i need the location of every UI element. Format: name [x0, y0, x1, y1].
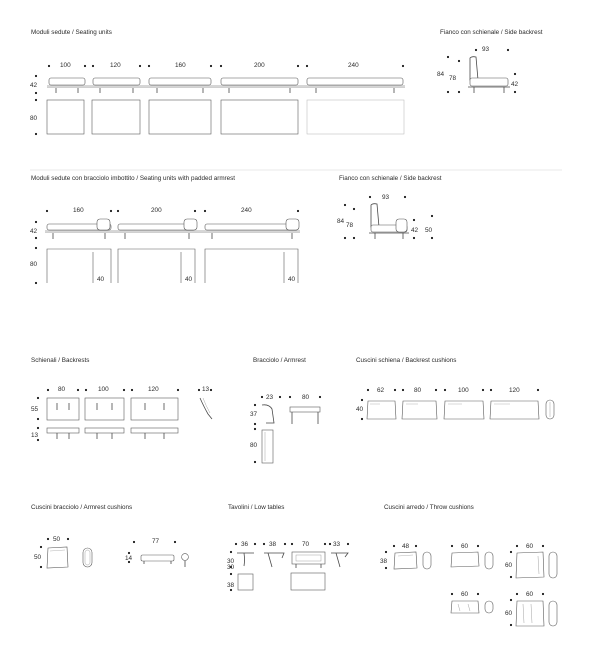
- dim-50-b: 50: [425, 227, 433, 234]
- seating-units-section: [30, 29, 405, 135]
- low-tables-section: [227, 504, 349, 591]
- section-title-side-backrest-1: Fianco con schienale / Side backrest: [440, 29, 543, 36]
- dim-33: 33: [333, 541, 341, 548]
- dim-38-plan: 38: [227, 582, 235, 589]
- dim-80-arm: 80: [302, 394, 310, 401]
- dim-42: 42: [30, 82, 38, 89]
- dim-120-bcush: 120: [509, 387, 520, 394]
- dim-120: 120: [110, 62, 121, 69]
- section-title-armrest-cushions: Cuscini bracciolo / Armrest cushions: [31, 504, 133, 511]
- section-title-side-backrest-2: Fianco con schienale / Side backrest: [339, 175, 442, 182]
- padded-plan-view: [47, 249, 298, 283]
- backrests-drawing: [47, 398, 212, 439]
- dim-13-back: 13: [31, 432, 39, 439]
- dim-120-back: 120: [148, 386, 159, 393]
- throw-cushions-section: [380, 504, 557, 626]
- dim-80-padded-depth: 80: [30, 261, 38, 268]
- seating-padded-section: [30, 175, 300, 284]
- dim-100-back: 100: [98, 386, 109, 393]
- dim-60-throw-h1: 60: [505, 562, 513, 569]
- dim-100-bcush: 100: [458, 387, 469, 394]
- side-backrest-section-1: [437, 29, 543, 93]
- backrest-cushions-section: [356, 357, 554, 420]
- dim-62: 62: [377, 387, 385, 394]
- dim-84-b: 84: [337, 218, 345, 225]
- seating-plan-view: [47, 100, 404, 134]
- section-title-low-tables: Tavolini / Low tables: [228, 504, 285, 511]
- dim-40-arm-2: 40: [185, 276, 193, 283]
- section-title-seating-units: Moduli sedute / Seating units: [31, 29, 112, 36]
- dim-77: 77: [152, 538, 160, 545]
- dim-42-b: 42: [411, 227, 419, 234]
- side-backrest-section-2: [337, 175, 442, 239]
- section-title-backrests: Schienali / Backrests: [31, 357, 90, 364]
- dim-60-throw-a: 60: [461, 543, 469, 550]
- dim-70: 70: [302, 541, 310, 548]
- dim-60-throw-h2: 60: [505, 610, 513, 617]
- dim-40-bcush: 40: [356, 406, 364, 413]
- dim-30-a: 30: [227, 558, 235, 565]
- dim-160: 160: [175, 62, 186, 69]
- dim-23: 23: [266, 394, 274, 401]
- low-tables-drawing: [237, 552, 348, 590]
- section-title-backrest-cushions: Cuscini schiena / Backrest cushions: [356, 357, 457, 364]
- seating-width-dims: [48, 62, 404, 69]
- dim-60-throw-c: 60: [461, 591, 469, 598]
- dim-48: 48: [402, 543, 410, 550]
- dim-60-throw-d: 60: [526, 591, 534, 598]
- dim-78-b: 78: [346, 222, 354, 229]
- dim-78: 78: [449, 75, 457, 82]
- dim-240: 240: [348, 62, 359, 69]
- dim-200-padded: 200: [151, 207, 162, 214]
- side-backrest-drawing-2: [369, 204, 409, 239]
- armrest-drawing: [262, 405, 320, 463]
- dim-80-depth: 80: [30, 115, 38, 122]
- dim-93: 93: [482, 46, 490, 53]
- seating-elevation: [47, 78, 405, 93]
- dim-240-padded: 240: [241, 207, 252, 214]
- side-backrest-drawing-1: [468, 57, 510, 93]
- section-title-armrest: Bracciolo / Armrest: [253, 357, 306, 364]
- dim-100: 100: [60, 62, 71, 69]
- dim-160-padded: 160: [73, 207, 84, 214]
- throw-cushions-drawing: [394, 552, 557, 626]
- dim-40-arm-1: 40: [97, 276, 105, 283]
- dim-36: 36: [241, 541, 249, 548]
- section-title-throw-cushions: Cuscini arredo / Throw cushions: [384, 504, 474, 511]
- dim-42-padded: 42: [30, 228, 38, 235]
- dim-50-acush-h: 50: [34, 554, 42, 561]
- backrest-cushions-drawing: [367, 400, 554, 419]
- dim-93-b: 93: [382, 194, 390, 201]
- armrest-cushions-section: [31, 504, 188, 568]
- backrests-section: [31, 357, 212, 441]
- dim-80-arm-depth: 80: [250, 442, 258, 449]
- padded-elevation: [45, 219, 300, 239]
- dim-38-throw: 38: [380, 558, 388, 565]
- dim-14: 14: [125, 555, 133, 562]
- dim-50-acush-w: 50: [53, 536, 61, 543]
- dim-80-bcush: 80: [414, 387, 422, 394]
- section-title-seating-padded: Moduli sedute con bracciolo imbottito / Seating units with padded armrest: [31, 175, 236, 182]
- dim-55-back: 55: [31, 406, 39, 413]
- dim-30-b: 30: [227, 564, 235, 571]
- dim-40-arm-3: 40: [288, 276, 296, 283]
- dim-38: 38: [269, 541, 277, 548]
- armrest-section: [250, 357, 321, 463]
- armrest-cushions-drawing: [47, 547, 188, 568]
- dim-80-back: 80: [58, 386, 66, 393]
- dim-13-back-top: 13: [202, 386, 210, 393]
- dim-37: 37: [250, 411, 258, 418]
- dim-42-side: 42: [511, 81, 519, 88]
- dim-200: 200: [254, 62, 265, 69]
- dim-84: 84: [437, 71, 445, 78]
- dim-60-throw-b: 60: [526, 543, 534, 550]
